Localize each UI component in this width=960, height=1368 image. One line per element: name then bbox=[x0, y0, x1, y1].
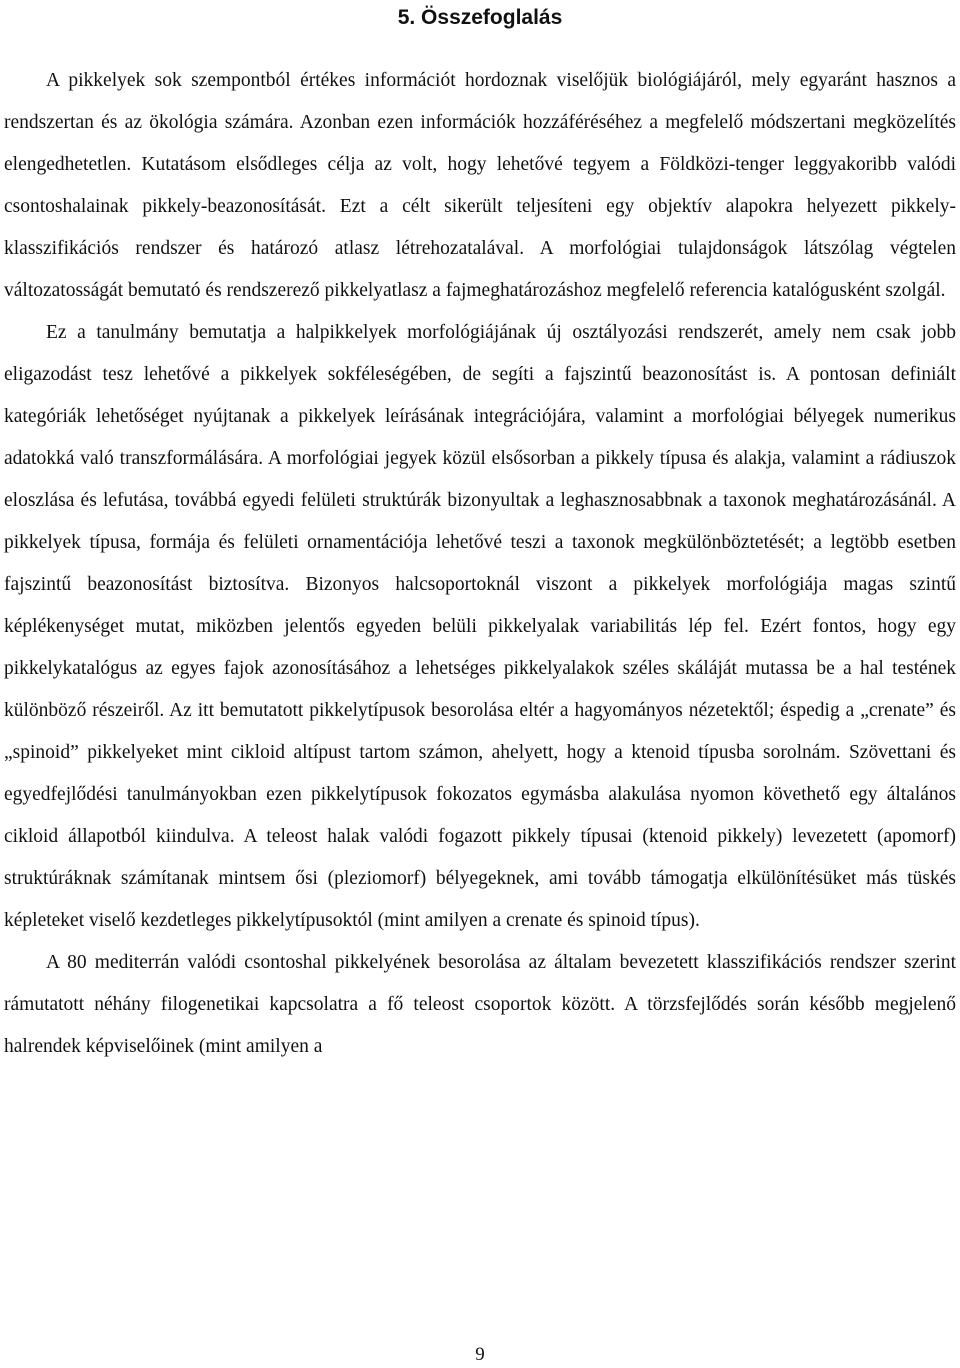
document-page bbox=[4, 0, 956, 1368]
paragraph-phylogenetic-relations: A 80 mediterrán valódi csontoshal pikkelyének besorolása az általam bevezetett klasszifikációs rendszer szerint rámutatott néhány filogenetikai kapcsolatra a fő teleost csoportok között. A törzsfejlődés során később megjelenő halrendek képviselőinek (mint amilyen a bbox=[4, 952, 956, 1057]
page-number: 9 bbox=[475, 1344, 485, 1365]
body-text bbox=[4, 60, 956, 1068]
section-heading: 5. Összefoglalás bbox=[397, 6, 563, 29]
paragraph-classification-system: Ez a tanulmány bemutatja a halpikkelyek morfológiájának új osztályozási rendszerét, amely nem csak jobb eligazodást tesz lehetővé a pikkelyek sokféleségében, de segíti a fajszintű beazonosítást is. A pontosan definiált kategóriák lehetőséget nyújtanak a pikkelyek leírásának integrációjára, valamint a morfológiai bélyegek numerikus adatokká való transzformálására. A morfológiai jegyek közül elsősorban a pikkely típusa és alakja, valamint a rádiuszok eloszlása és lefutása, továbbá egyedi felületi struktúrák bizonyultak a leghasznosabbnak a taxonok meghatározásánál. A pikkelyek típusa, formája és felületi ornamentációja lehetővé teszi a taxonok megkülönböztetését; a legtöbb esetben fajszintű beazonosítást biztosítva. Bizonyos halcsoportoknál viszont a pikkelyek morfológiája magas szintű képlékenységet mutat, miközben jelentős egyeden belüli pikkelyalak variabilitás lép fel. Ezért fontos, hogy egy pikkelykatalógus az egyes fajok azonosításához a lehetséges pikkelyalakok széles skáláját mutassa be a hal testének különböző részeiről. Az itt bemutatott pikkelytípusok besorolása eltér a hagyományos nézetektől; éspedig a „crenate” és „spinoid” pikkelyeket mint cikloid altípust tartom számon, ahelyett, hogy a ktenoid típusba sorolnám. Szövettani és egyedfejlődési tanulmányokban ezen pikkelytípusok fokozatos egymásba alakulása nyomon követhető egy általános cikloid állapotból kiindulva. A teleost halak valódi fogazott pikkely típusai (ktenoid pikkely) levezetett (apomorf) struktúráknak számítanak mintsem ősi (pleziomorf) bélyegeknek, ami tovább támogatja elkülönítésüket más tüskés képleteket viselő kezdetleges pikkelytípusoktól (mint amilyen a crenate és spinoid típus). bbox=[4, 322, 956, 931]
paragraph-summary-intro: A pikkelyek sok szempontból értékes információt hordoznak viselőjük biológiájáról, mely egyaránt hasznos a rendszertan és az ökológia számára. Azonban ezen információk hozzáféréséhez a megfelelő módszertani megközelítés elengedhetetlen. Kutatásom elsődleges célja az volt, hogy lehetővé tegyem a Földközi-tenger leggyakoribb valódi csontoshalainak pikkely-beazonosítását. Ezt a célt sikerült teljesíteni egy objektív alapokra helyezett pikkely-klasszifikációs rendszer és határozó atlasz létrehozatalával. A morfológiai tulajdonságok látszólag végtelen változatosságát bemutató és rendszerező pikkelyatlasz a fajmeghatározáshoz megfelelő referencia katalógusként szolgál. bbox=[4, 70, 956, 301]
